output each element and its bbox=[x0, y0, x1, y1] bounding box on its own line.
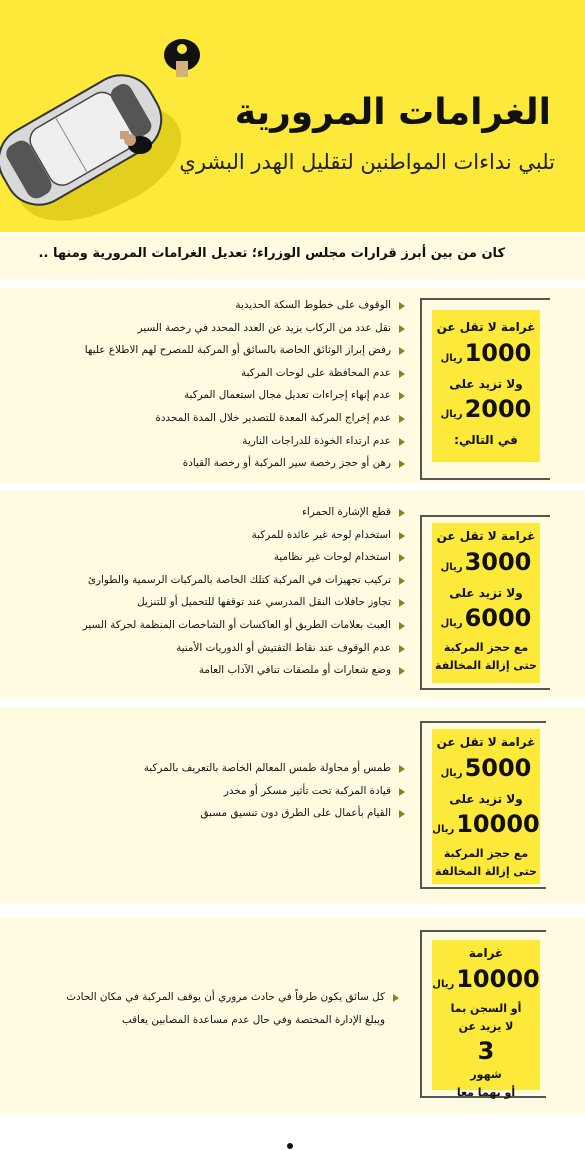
fine-min-label: غرامة لا تقل عن bbox=[436, 320, 536, 334]
section-gap bbox=[0, 699, 585, 707]
list-item: عدم الوقوف عند نقاط التفتيش أو الدوريات الأمنية bbox=[83, 637, 405, 660]
list-item: ويبلغ الإدارة المختصة وفي حال عدم مساعدة المصابين يعاقب bbox=[121, 1013, 385, 1026]
fine-max-label: ولا تزيد على bbox=[449, 586, 523, 600]
fine-note: في التالي: bbox=[454, 433, 518, 447]
list-item: طمس أو محاولة طمس المعالم الخاصة بالتعريف بالمركبة bbox=[144, 757, 405, 780]
fine-box bbox=[432, 523, 540, 683]
list-item: العبث بعلامات الطريق أو العاكسات أو الشاخصات المنظمة لحركة السير bbox=[83, 614, 405, 637]
bullet-icon bbox=[399, 438, 405, 446]
fine-amount-max: 10000ريال bbox=[432, 810, 540, 838]
bullet-icon bbox=[393, 994, 399, 1002]
fine-note: مع حجز المركبة bbox=[443, 847, 529, 860]
list-item: تركيب تجهيزات في المركبة كتلك الخاصة بالمركبات الرسمية والطوارئ bbox=[83, 569, 405, 592]
bullet-icon bbox=[399, 667, 405, 675]
prison-duration: 3 bbox=[477, 1037, 495, 1065]
fine-box bbox=[432, 729, 540, 884]
fine-amount-max: 6000ريال bbox=[440, 604, 532, 632]
section-gap bbox=[0, 280, 585, 288]
list-item: استخدام لوحات غير نظامية bbox=[83, 546, 405, 569]
page-subtitle: تلبي نداءات المواطنين لتقليل الهدر البشري bbox=[179, 150, 555, 174]
list-item: عدم ارتداء الخوذة للدراجات النارية bbox=[85, 430, 405, 453]
fine-max-label: ولا تزيد على bbox=[449, 792, 523, 806]
fine-label: غرامة bbox=[468, 946, 504, 960]
page-title: الغرامات المرورية bbox=[234, 92, 551, 133]
fine-amount: 10000ريال bbox=[432, 965, 540, 993]
bullet-icon bbox=[399, 347, 405, 355]
list-item: عدم إخراج المركبة المعدة للتصدير خلال المدة المحددة bbox=[85, 407, 405, 430]
bullet-icon bbox=[399, 392, 405, 400]
bullet-icon bbox=[399, 599, 405, 607]
violations-list bbox=[66, 986, 399, 1031]
list-item: القيام بأعمال على الطرق دون تنسيق مسبق bbox=[144, 802, 405, 825]
fine-amount-min: 5000ريال bbox=[440, 754, 532, 782]
fine-amount-max: 2000ريال bbox=[440, 395, 532, 423]
bullet-icon bbox=[399, 622, 405, 630]
list-item: نقل عدد من الركاب يزيد عن العدد المحدد في رخصة السير bbox=[85, 317, 405, 340]
fine-section-1 bbox=[0, 288, 585, 483]
violations-list bbox=[83, 501, 405, 682]
bullet-icon bbox=[399, 325, 405, 333]
list-item: قيادة المركبة تحت تأثير مسكر أو مخدر bbox=[144, 780, 405, 803]
bullet-icon bbox=[399, 532, 405, 540]
bullet-icon bbox=[399, 554, 405, 562]
fine-note: مع حجز المركبة bbox=[443, 641, 529, 654]
bullet-icon bbox=[399, 460, 405, 468]
list-item: استخدام لوحة غير عائدة للمركبة bbox=[83, 524, 405, 547]
bullet-icon bbox=[399, 810, 405, 818]
fine-box bbox=[432, 310, 540, 462]
fine-note: لا يزيد عن bbox=[458, 1020, 514, 1033]
fine-amount-min: 3000ريال bbox=[440, 548, 532, 576]
bullet-icon bbox=[399, 370, 405, 378]
fine-note: أو بهما معا bbox=[456, 1086, 516, 1099]
bullet-icon bbox=[399, 302, 405, 310]
fine-section-2 bbox=[0, 491, 585, 699]
fine-max-label: ولا تزيد على bbox=[449, 377, 523, 391]
prison-unit: شهور bbox=[470, 1068, 502, 1081]
fine-note: حتى إزالة المخالفة bbox=[435, 659, 537, 672]
section-gap bbox=[0, 483, 585, 491]
section-gap bbox=[0, 904, 585, 918]
bullet-icon bbox=[399, 509, 405, 517]
bullet-icon bbox=[399, 788, 405, 796]
bullet-icon bbox=[399, 765, 405, 773]
car-illustration bbox=[0, 0, 230, 232]
fine-min-label: غرامة لا تقل عن bbox=[436, 735, 536, 749]
list-item: رفض إبراز الوثائق الخاصة بالسائق أو المركبة للمصرح لهم الاطلاع عليها bbox=[85, 339, 405, 362]
fine-min-label: غرامة لا تقل عن bbox=[436, 529, 536, 543]
fine-note: حتى إزالة المخالفة bbox=[435, 865, 537, 878]
list-item: كل سائق يكون طرفاً في حادث مروري أن يوقف المركبة في مكان الحادث bbox=[66, 986, 399, 1009]
list-item: وضع شعارات أو ملصقات تنافي الآداب العامة bbox=[83, 659, 405, 682]
violations-list bbox=[144, 757, 405, 825]
fine-section-4 bbox=[0, 918, 585, 1115]
list-item: تجاوز حافلات النقل المدرسي عند توقفها للتحميل أو للتنزيل bbox=[83, 591, 405, 614]
fine-note: أو السجن بما bbox=[450, 1002, 522, 1015]
list-item: الوقوف على خطوط السكة الحديدية bbox=[85, 294, 405, 317]
intro-band bbox=[0, 234, 585, 280]
bullet-icon bbox=[399, 577, 405, 585]
list-item: قطع الإشارة الحمراء bbox=[83, 501, 405, 524]
list-item: عدم إنهاء إجراءات تعديل مجال استعمال المركبة bbox=[85, 384, 405, 407]
footer-dot-icon bbox=[287, 1143, 293, 1149]
fine-box bbox=[432, 940, 540, 1099]
list-item: عدم المحافظة على لوحات المركبة bbox=[85, 362, 405, 385]
bullet-icon bbox=[399, 415, 405, 423]
fine-amount-min: 1000ريال bbox=[440, 339, 532, 367]
list-item: رهن أو حجز رخصة سير المركبة أو رخصة القيادة bbox=[85, 452, 405, 475]
fine-section-3 bbox=[0, 707, 585, 904]
intro-text: كان من بين أبرز قرارات مجلس الوزراء؛ تعديل الغرامات المرورية ومنها .. bbox=[38, 246, 505, 261]
header-banner bbox=[0, 0, 585, 232]
bullet-icon bbox=[399, 645, 405, 653]
violations-list bbox=[85, 294, 405, 475]
